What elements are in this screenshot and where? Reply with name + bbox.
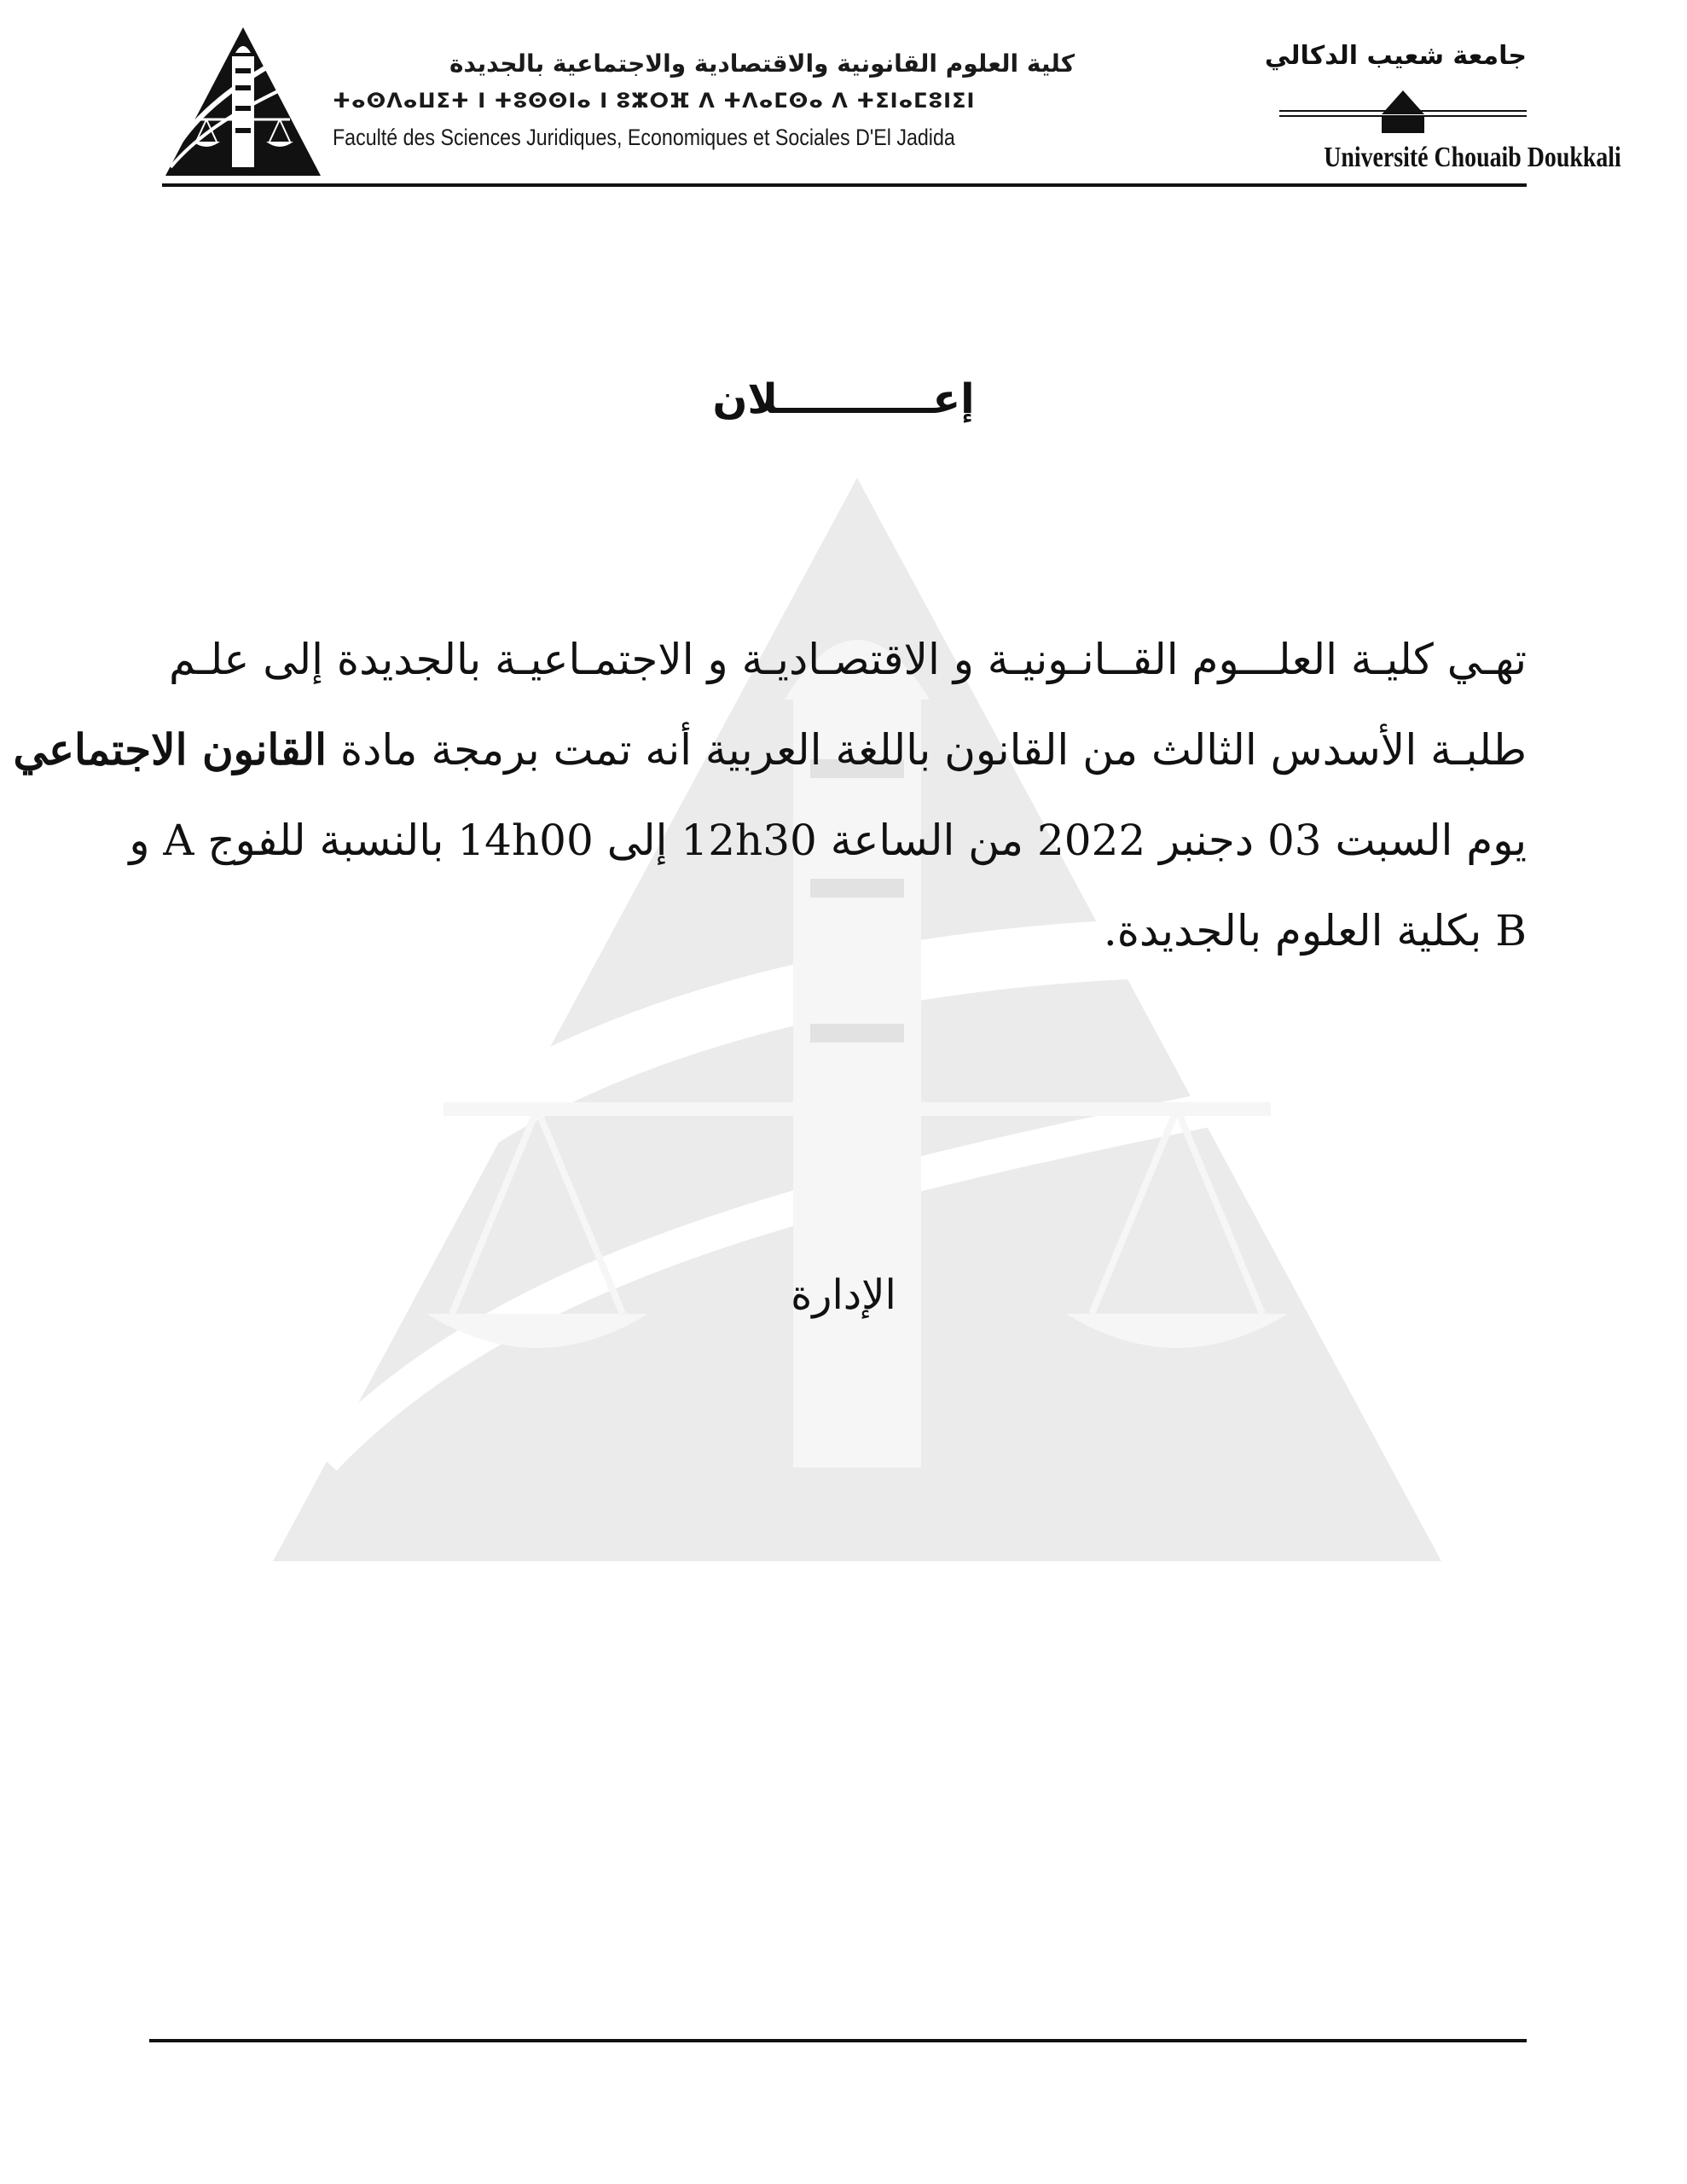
- signature: الإدارة: [791, 1271, 896, 1319]
- faculty-name-fr: Faculté des Sciences Juridiques, Economiques et Sociales D'El Jadida: [333, 125, 955, 150]
- announcement-title: إعـــــــــــلان: [712, 375, 975, 423]
- university-emblem-icon: [1279, 85, 1527, 136]
- course-name: القانون الاجتماعي: [13, 724, 328, 775]
- faculty-name-block: [333, 49, 1075, 177]
- university-logo-block: [1264, 41, 1621, 186]
- body-line-3: يوم السبت 03 دجنبر 2022 من الساعة 12h30 إلى 14h00 بالنسبة للفوج A و: [129, 816, 1527, 865]
- body-line-2: [13, 705, 1527, 795]
- faculty-name-ar: كلية العلوم القانونية والاقتصادية والاجتماعية بالجديدة: [449, 49, 1075, 78]
- announcement-body: [13, 614, 1527, 976]
- faculty-name-tifinagh: ⵜⴰⵙⴷⴰⵡⵉⵜ ⵏ ⵜⵓⵙⵙⵏⴰ ⵏ ⵓⵣⵔⴼ ⴷ ⵜⴷⴰⵎⵙⴰ ⴷ ⵜⵉⵏⴰⵎⵓⵏⵉⵏ: [333, 89, 976, 113]
- body-line-1: تهـي كليـة العلـــوم القــانـونيـة و الاقتصـاديـة و الاجتمـاعيـة بالجديدة إلى علـم: [169, 635, 1527, 684]
- university-name-ar: جامعة شعيب الدكالي: [1264, 41, 1527, 71]
- body-line-4: B بكلية العلوم بالجديدة.: [1103, 906, 1527, 956]
- header-divider: [162, 183, 1527, 187]
- university-name-fr: Université Chouaib Doukkali: [1324, 142, 1621, 173]
- body-line-2-text: طلبـة الأسدس الثالث من القانون باللغة العربية أنه تمت برمجة مادة: [327, 725, 1527, 775]
- footer-divider: [149, 2039, 1527, 2042]
- faculty-logo: [162, 24, 324, 179]
- letterhead: [162, 24, 1621, 186]
